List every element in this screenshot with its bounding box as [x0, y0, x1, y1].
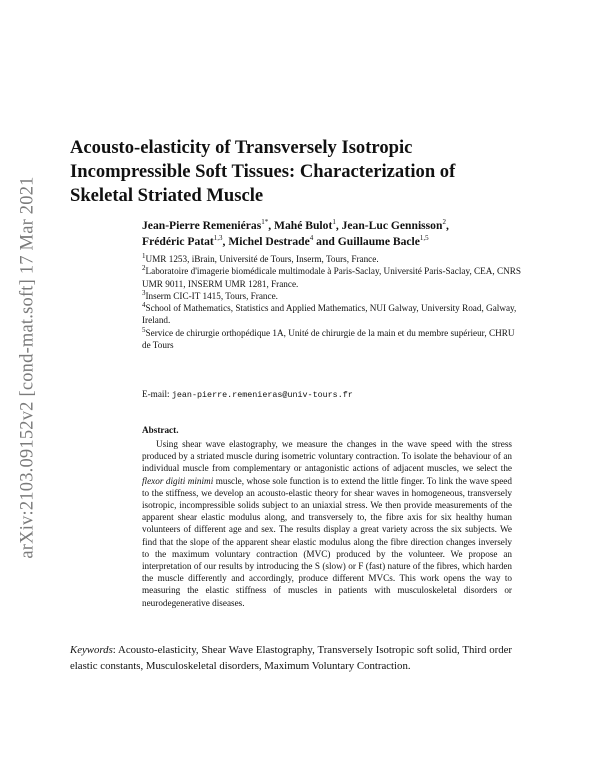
affiliation-text: Laboratoire d'imagerie biomédicale multimodale à Paris-Saclay, Université Paris-Saclay, CEA, CNRS UMR 9011, INSERM UMR 1281, France. — [142, 266, 522, 289]
author-affiliation-mark: 1 — [332, 218, 336, 227]
affiliation-text: UMR 1253, iBrain, Université de Tours, Inserm, Tours, France. — [145, 254, 379, 264]
author-affiliation-mark: 2 — [442, 218, 446, 227]
title-line: Acousto-elasticity of Transversely Isotropic — [70, 137, 413, 158]
abstract-text: Using shear wave elastography, we measure the changes in the wave speed with the stress produced by a striated muscle during isometric voluntary contraction. To isolate the behaviour of an individual muscle from complementary or antagonistic actions of adjacent muscles, we select the — [142, 439, 512, 474]
author-affiliation-mark: 1,5 — [419, 234, 429, 243]
abstract-emphasis: flexor digiti minimi — [142, 475, 214, 486]
author-affiliation-mark: 1* — [261, 218, 269, 227]
arxiv-sidebar-stamp — [10, 135, 46, 600]
affiliation-mark: 3 — [142, 288, 146, 297]
author-affiliation-mark: 1,3 — [213, 234, 223, 243]
author-separator: and — [313, 235, 338, 248]
author-separator: , — [335, 219, 342, 232]
title-line: Skeletal Striated Muscle — [70, 185, 264, 206]
author-name: Mahé Bulot — [274, 219, 333, 232]
affiliation-text: Inserm CIC-IT 1415, Tours, France. — [145, 290, 278, 301]
author-name: Guillaume Bacle — [337, 235, 420, 248]
abstract-body — [142, 438, 512, 609]
author-name: Michel Destrade — [228, 235, 310, 248]
author-name: Jean-Luc Gennisson — [341, 219, 443, 232]
author-name: Frédéric Patat — [142, 235, 214, 248]
keywords-label: Keywords — [70, 644, 113, 656]
affiliations — [142, 253, 522, 351]
affiliation-mark: 4 — [142, 301, 146, 310]
paper-title — [70, 136, 540, 208]
affiliation-item — [142, 265, 522, 290]
abstract-text: muscle, whose sole function is to extend the little finger. To link the wave speed to the stiffness, we develop an acousto-elastic theory for shear waves in homogeneous, transversely isotropic, incompressible solids subject to an uniaxial stress. We then provide measurements of the apparent shear elastic modulus along, and transversely to, the fibre axis for six healthy human volunteers of different age and sex. The results display a great variety across the six subjects. We find that the slope of the apparent shear elastic modulus along the fibre direction changes inversely to the maximum voluntary contraction (MVC) produced by the volunteer. We propose an interpretation of our results by introducing the S (slow) or F (fast) nature of the fibres, which harden the muscle differently and accordingly, produce different MVCs. This work opens the way to measuring the elastic stiffness of muscles in patients with musculoskeletal disorders or neurodegenerative diseases. — [142, 475, 512, 608]
affiliation-item — [142, 253, 522, 265]
affiliation-mark: 2 — [142, 264, 146, 273]
author-list — [142, 218, 522, 250]
keywords-text: : Acousto-elasticity, Shear Wave Elastography, Transversely Isotropic soft solid, Third order elastic constants, Musculoskeletal disorders, Maximum Voluntary Contraction. — [70, 644, 512, 672]
author-name: Jean-Pierre Remeniéras — [142, 219, 262, 232]
contact-email — [142, 389, 522, 400]
author-separator: , — [222, 235, 229, 248]
title-line: Incompressible Soft Tissues: Characterization of — [70, 161, 456, 182]
affiliation-mark: 5 — [142, 325, 146, 334]
affiliation-text: School of Mathematics, Statistics and Applied Mathematics, NUI Galway, University Road, Galway, Ireland. — [142, 303, 517, 326]
email-address[interactable]: jean-pierre.remenieras@univ-tours.fr — [171, 390, 353, 400]
affiliation-text: Service de chirurgie orthopédique 1A, Unité de chirurgie de la main et du membre supérieur, CHRU de Tours — [142, 327, 515, 351]
author-separator: , — [268, 219, 275, 232]
author-separator: , — [445, 219, 449, 232]
email-label: E-mail: — [142, 389, 172, 399]
arxiv-id: arXiv:2103.09152v2 [cond-mat.soft] 17 Mar 2021 — [17, 176, 38, 559]
keywords — [70, 642, 512, 674]
affiliation-item — [142, 327, 522, 352]
affiliation-mark: 1 — [142, 251, 146, 260]
author-affiliation-mark: 4 — [309, 234, 314, 243]
affiliation-item — [142, 302, 522, 327]
affiliation-item — [142, 290, 522, 302]
abstract-heading: Abstract. — [142, 425, 179, 435]
